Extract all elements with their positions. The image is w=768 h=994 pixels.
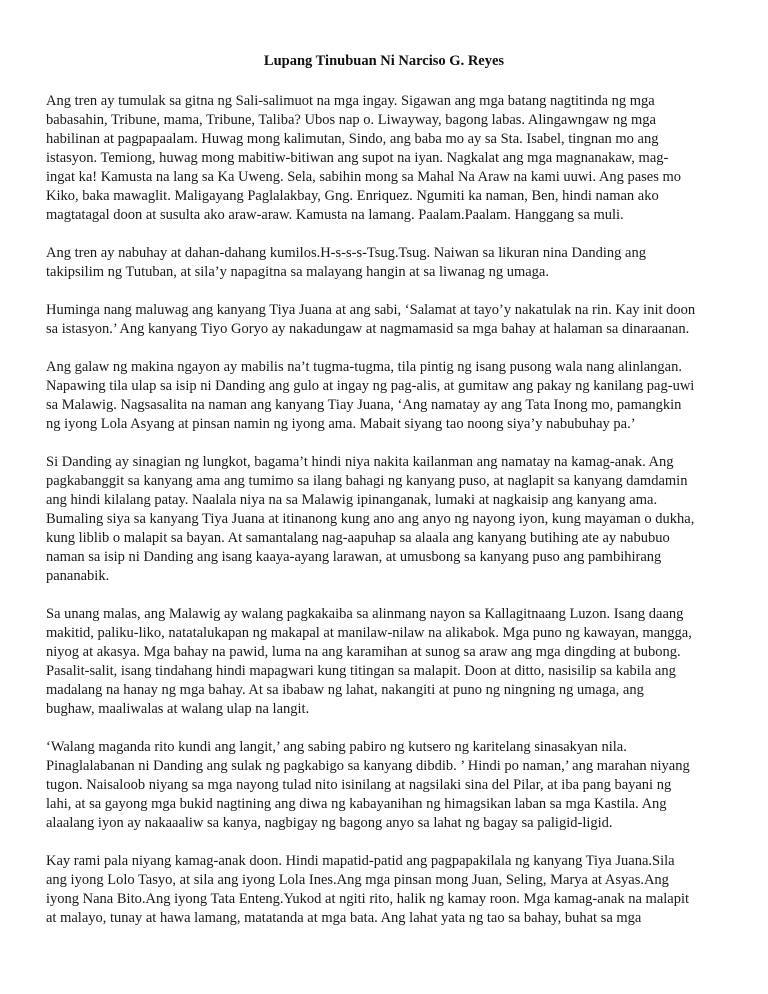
text-line: makitid, paliku-liko, natatalukapan ng makapal at manilaw-nilaw na alikabok. Mga puno ng kawayan, mangga, [46, 625, 692, 641]
text-line: madalang na hanay ng mga bahay. At sa ibabaw ng lahat, nakangiti at puno ng ningning ng umaga, ang [46, 682, 644, 698]
text-line: ang hindi kilalang patay. Naalala niya na sa Malawig ipinanganak, lumaki at nagkaisip ang kanyang ama. [46, 492, 658, 508]
document-title: Lupang Tinubuan Ni Narciso G. Reyes [263, 53, 505, 69]
text-line: babasahin, Tribune, mama, Tribune, Taliba? Ubos nap o. Liwayway, bagong labas. Alingawngaw ng mga [46, 112, 656, 128]
text-line: pananabik. [46, 568, 110, 584]
text-line: Kay rami pala niyang kamag-anak doon. Hindi mapatid-patid ang pagpapakilala ng kanyang Tiya Juana.Sila [46, 853, 675, 869]
paragraph [46, 92, 722, 225]
text-line: tugon. Naisaloob niyang sa mga nayong tulad nito isinilang at nagsilaki sina del Pilar, at iba pang bayani ng [46, 777, 672, 793]
text-line: Ang tren ay nabuhay at dahan-dahang kumilos.H-s-s-s-Tsug.Tsug. Naiwan sa likuran nina Danding ang [46, 245, 646, 261]
text-line: Bumaling siya sa kanyang Tiya Juana at itinanong kung ano ang anyo ng nayong iyon, kung mayaman o dukha, [46, 511, 695, 527]
text-line: at malayo, tunay at hawa lamang, matatanda at mga bata. Ang lahat yata ng tao sa bahay, buhat sa mga [46, 910, 642, 926]
text-line: takipsilim ng Tutuban, at sila’y napagitna sa malayang hangin at sa liwanag ng umaga. [46, 264, 549, 280]
text-line: alaalang iyon ay nakaaaliw sa kanya, nagbigay ng bagong anyo sa lahat ng bagay sa paligid-ligid. [46, 815, 613, 831]
text-line: niyog at akasya. Mga bahay na pawid, luma na ang karamihan at sunog sa araw ang mga dingding at bubong. [46, 644, 681, 660]
text-line: Napawing tila ulap sa isip ni Danding ang gulo at ingay ng pag-alis, at gumitaw ang pakay ng kanilang pag-uwi [46, 378, 695, 394]
text-line: iyong Nana Bito.Ang iyong Tata Enteng.Yukod at ngiti rito, halik ng kamay roon. Mga kamag-anak na malapit [46, 891, 690, 907]
text-line: Pinaglalabanan ni Danding ang sulak ng pagkabigo sa kanyang dibdib. ’ Hindi po naman,’ ang marahan niyang [46, 758, 690, 774]
paragraph [46, 605, 722, 719]
text-line: Ang tren ay tumulak sa gitna ng Sali-salimuot na mga ingay. Sigawan ang mga batang nagtitinda ng mga [46, 93, 655, 109]
text-line: Ang galaw ng makina ngayon ay mabilis na’t tugma-tugma, tila pintig ng isang pusong wala nang alinlangan. [46, 359, 682, 375]
text-line: magtatagal doon at susulta ako araw-araw. Kamusta na lamang. Paalam.Paalam. Hanggang sa muli. [46, 207, 624, 223]
text-line: bughaw, maaliwalas at walang ulap na langit. [46, 701, 310, 717]
text-line: Kiko, baka mawaglit. Maligayang Paglalakbay, Gng. Enriquez. Ngumiti ka naman, Ben, hindi naman ako [46, 188, 659, 204]
text-line: Huminga nang maluwag ang kanyang Tiya Juana at ang sabi, ‘Salamat at tayo’y nakatulak na rin. Kay init doon [46, 302, 696, 318]
paragraph [46, 738, 722, 833]
text-line: sa Malawig. Nagsasalita na naman ang kanyang Tiay Juana, ‘Ang namatay ay ang Tata Inong mo, pamangkin [46, 397, 682, 413]
text-line: ng iyong Lola Asyang at pinsan namin ng iyong ama. Mabait siyang tao noong siya’y nabubuhay pa.’ [46, 416, 636, 432]
text-line: sa istasyon.’ Ang kanyang Tiyo Goryo ay nakadungaw at nagmamasid sa mga bahay at halaman sa dinaraanan. [46, 321, 690, 337]
paragraph [46, 852, 722, 928]
paragraph [46, 453, 722, 586]
text-line: kung liblib o malapit sa bayan. At samantalang nag-aapuhap sa alaala ang kanyang butihing ate ay nabubuo [46, 530, 670, 546]
paragraph [46, 301, 722, 339]
paragraph [46, 358, 722, 434]
text-line: Pasalit-salit, isang tindahang hindi mapagwari kung titingan sa malapit. Doon at ditto, nasisilip sa kabila ang [46, 663, 676, 679]
text-line: istasyon. Temiong, huwag mong mabitiw-bitiwan ang supot na iyan. Nagkalat ang mga magnanakaw, mag- [46, 150, 669, 166]
text-line: habilinan at pagpapaalam. Huwag mong kalimutan, Sindo, ang baba mo ay sa Sta. Isabel, tingnan mo ang [46, 131, 659, 147]
text-line: ‘Walang maganda rito kundi ang langit,’ ang sabing pabiro ng kutsero ng karitelang sinasakyan nila. [46, 739, 627, 755]
text-line: naman sa isip ni Danding ang isang kaaya-ayang larawan, at umusbong sa kanyang puso ang pambihirang [46, 549, 662, 565]
text-line: lahi, at sa gayong mga bukid nagtining ang diwa ng kabayanihan ng himagsikan laban sa mga Kastila. Ang [46, 796, 667, 812]
text-line: ingat ka! Kamusta na lang sa Ka Uweng. Sela, sabihin mong sa Mahal Na Araw na kami uuwi. Ang pases mo [46, 169, 682, 185]
document-body [46, 92, 722, 947]
text-line: Si Danding ay sinagian ng lungkot, bagama’t hindi niya nakita kailanman ang namatay na kamag-anak. Ang [46, 454, 674, 470]
text-line: Sa unang malas, ang Malawig ay walang pagkakaiba sa alinmang nayon sa Kallagitnaang Luzon. Isang daang [46, 606, 684, 622]
text-line: pagkabanggit sa kanyang ama ang tumimo sa ilang bahagi ng kanyang puso, at naglapit sa kanyang damdamin [46, 473, 688, 489]
paragraph [46, 244, 722, 282]
text-line: ang iyong Lolo Tasyo, at sila ang iyong Lola Ines.Ang mga pinsan mong Juan, Seling, Marya at Asyas.Ang [46, 872, 669, 888]
